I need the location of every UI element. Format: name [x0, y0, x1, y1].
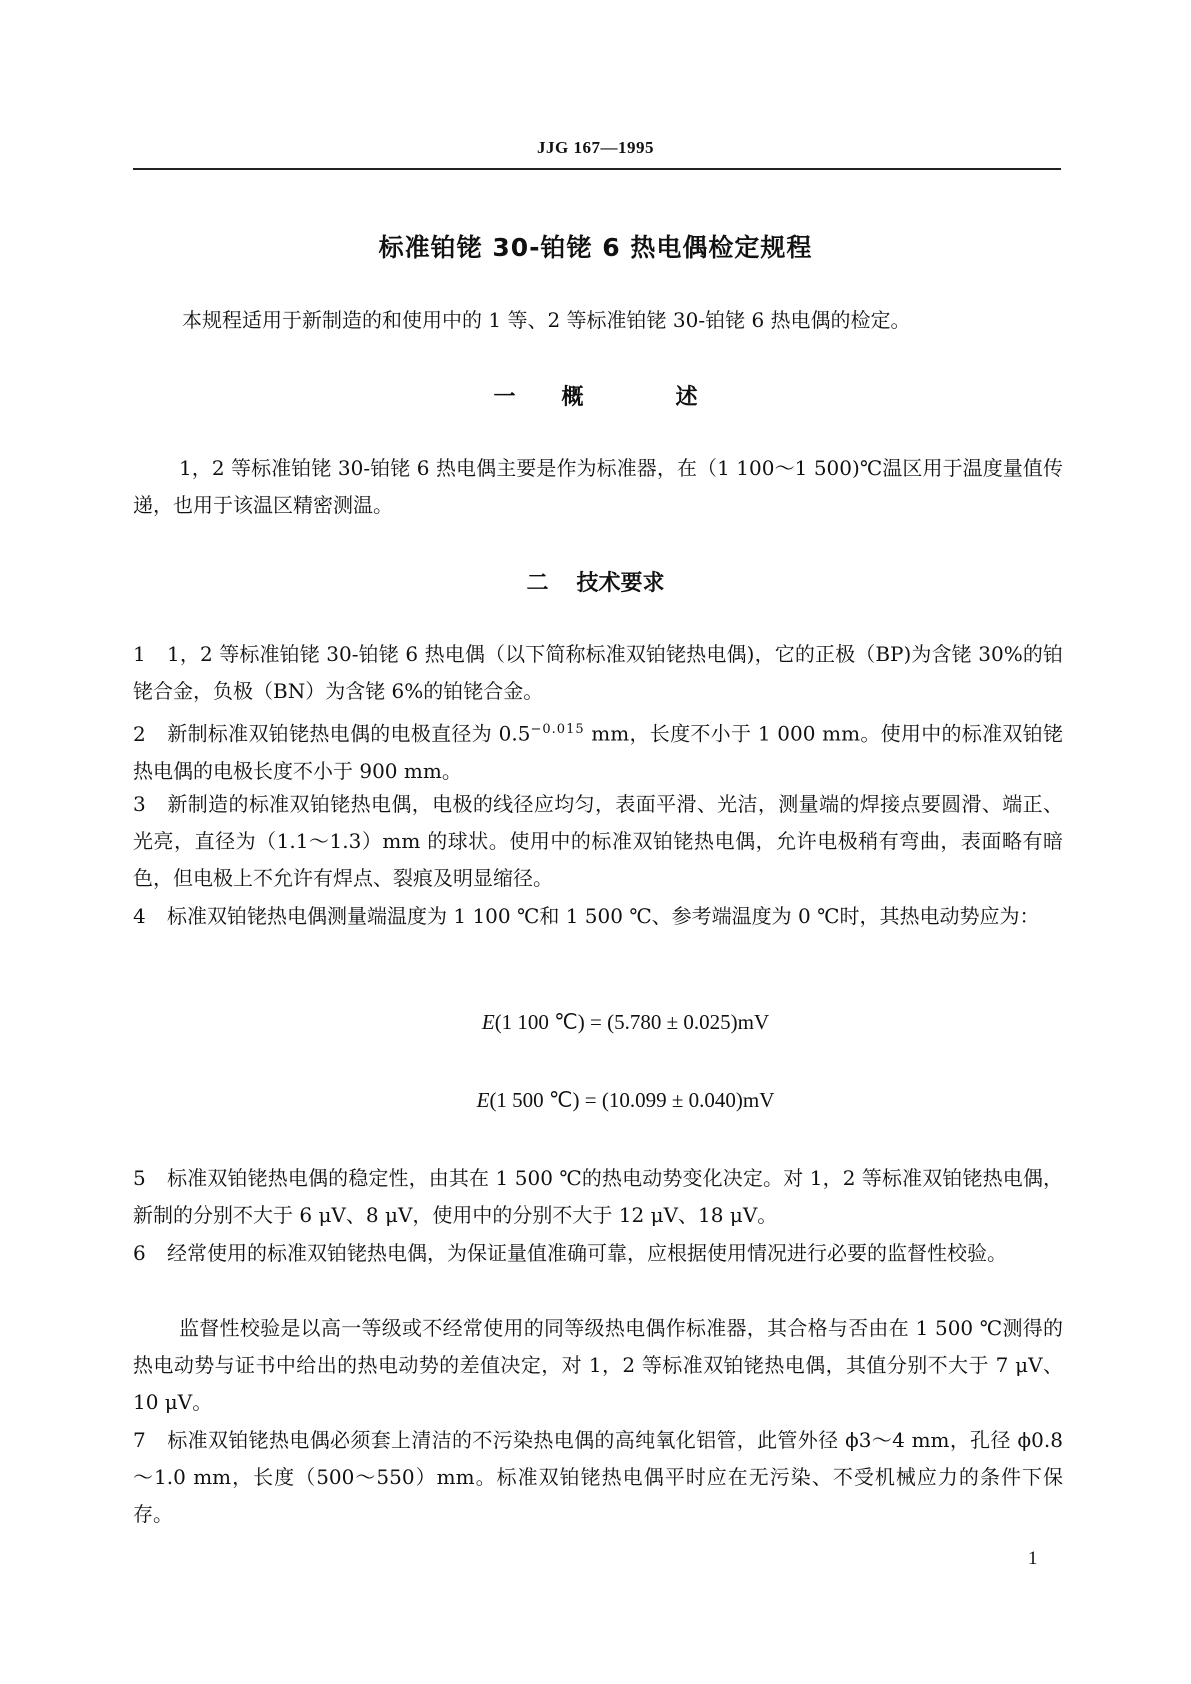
formula-body: (1 500 ℃) = (10.099 ± 0.040)mV: [489, 1088, 775, 1112]
section-number: 二: [526, 571, 549, 596]
clause-7: [133, 1422, 1063, 1533]
overview-paragraph: 1，2 等标准铂铑 30-铂铑 6 热电偶主要是作为标准器，在（1 100～1 500)℃温区用于温度量值传递，也用于该温区精密测温。: [133, 456, 1063, 517]
document-title: 标准铂铑 30-铂铑 6 热电偶检定规程: [378, 233, 813, 262]
section-number: 一: [493, 385, 516, 410]
clause-1: [133, 636, 1063, 710]
clause-text: 标准双铂铑热电偶必须套上清洁的不污染热电偶的高纯氧化铝管，此管外径 ϕ3～4 mm，孔径 ϕ0.8～1.0 mm，长度（500～550）mm。标准双铂铑热电偶平时应在无污染、不受机械应力的条件下保存。: [133, 1428, 1063, 1526]
clause-3: [133, 786, 1063, 897]
clause-5: [133, 1160, 1063, 1234]
clause-text-a: 新制标准双铂铑热电偶的电极直径为 0.5: [167, 721, 531, 746]
formula-body: (1 100 ℃) = (5.780 ± 0.025)mV: [494, 1010, 770, 1034]
formula-emf-1500: [30, 1088, 1191, 1113]
clause-text: 标准双铂铑热电偶的稳定性，由其在 1 500 ℃的热电动势变化决定。对 1，2 等标准双铂铑热电偶，新制的分别不大于 6 μV、8 μV，使用中的分别不大于 12 μV、18 μV。: [133, 1166, 1063, 1227]
formula-symbol: E: [476, 1088, 490, 1112]
scope-statement: 本规程适用于新制造的和使用中的 1 等、2 等标准铂铑 30-铂铑 6 热电偶的检定。: [182, 308, 911, 332]
clause-number: 4: [133, 904, 146, 928]
clause-6-continuation: 监督性校验是以高一等级或不经常使用的同等级热电偶作标准器，其合格与否由在 1 500 ℃测得的热电动势与证书中给出的热电动势的差值决定，对 1，2 等标准双铂铑热电偶，其值分别不大于 7 μV、10 μV。: [133, 1316, 1063, 1414]
clause-number: 1: [133, 642, 146, 666]
section-title: 技术要求: [576, 571, 665, 596]
clause-6: [133, 1235, 1063, 1272]
standard-code-header: JJG 167—1995: [537, 138, 654, 157]
clause-text: 1，2 等标准铂铑 30-铂铑 6 热电偶（以下简称标准双铂铑热电偶)，它的正极（BP)为含铑 30%的铂铑合金，负极（BN）为含铑 6%的铂铑合金。: [133, 642, 1063, 703]
section-title-char-2: 述: [675, 385, 698, 410]
clause-4: [133, 898, 1063, 935]
clause-number: 5: [133, 1166, 146, 1190]
clause-number: 7: [133, 1428, 146, 1452]
clause-text: 经常使用的标准双铂铑热电偶，为保证量值准确可靠，应根据使用情况进行必要的监督性校验。: [167, 1241, 1007, 1265]
formula-symbol: E: [481, 1010, 495, 1034]
section-heading-overview: [0, 380, 1191, 411]
clause-text-b: mm，长度不小于 1 000 mm。使用中的标准双铂铑热电偶的电极长度不小于 900 mm。: [133, 721, 1064, 783]
section-title-char-1: 概: [561, 385, 584, 410]
formula-emf-1100: [30, 1010, 1191, 1035]
clause-text: 标准双铂铑热电偶测量端温度为 1 100 ℃和 1 500 ℃、参考端温度为 0 ℃时，其热电动势应为：: [167, 904, 1040, 928]
clause-text: 新制造的标准双铂铑热电偶，电极的线径应均匀，表面平滑、光洁，测量端的焊接点要圆滑、端正、光亮，直径为（1.1～1.3）mm 的球状。使用中的标准双铂铑热电偶，允许电极稍有弯曲，表面略有暗色，但电极上不允许有焊点、裂痕及明显缩径。: [133, 792, 1063, 890]
clause-number: 2: [133, 721, 146, 746]
section-heading-technical-requirements: [0, 566, 1191, 597]
clause-2: [133, 711, 1063, 790]
tolerance-superscript: −0.015: [530, 722, 585, 737]
page-number: 1: [1028, 1548, 1038, 1569]
clause-number: 6: [133, 1241, 146, 1265]
clause-number: 3: [133, 792, 146, 816]
header-divider: [133, 168, 1061, 170]
